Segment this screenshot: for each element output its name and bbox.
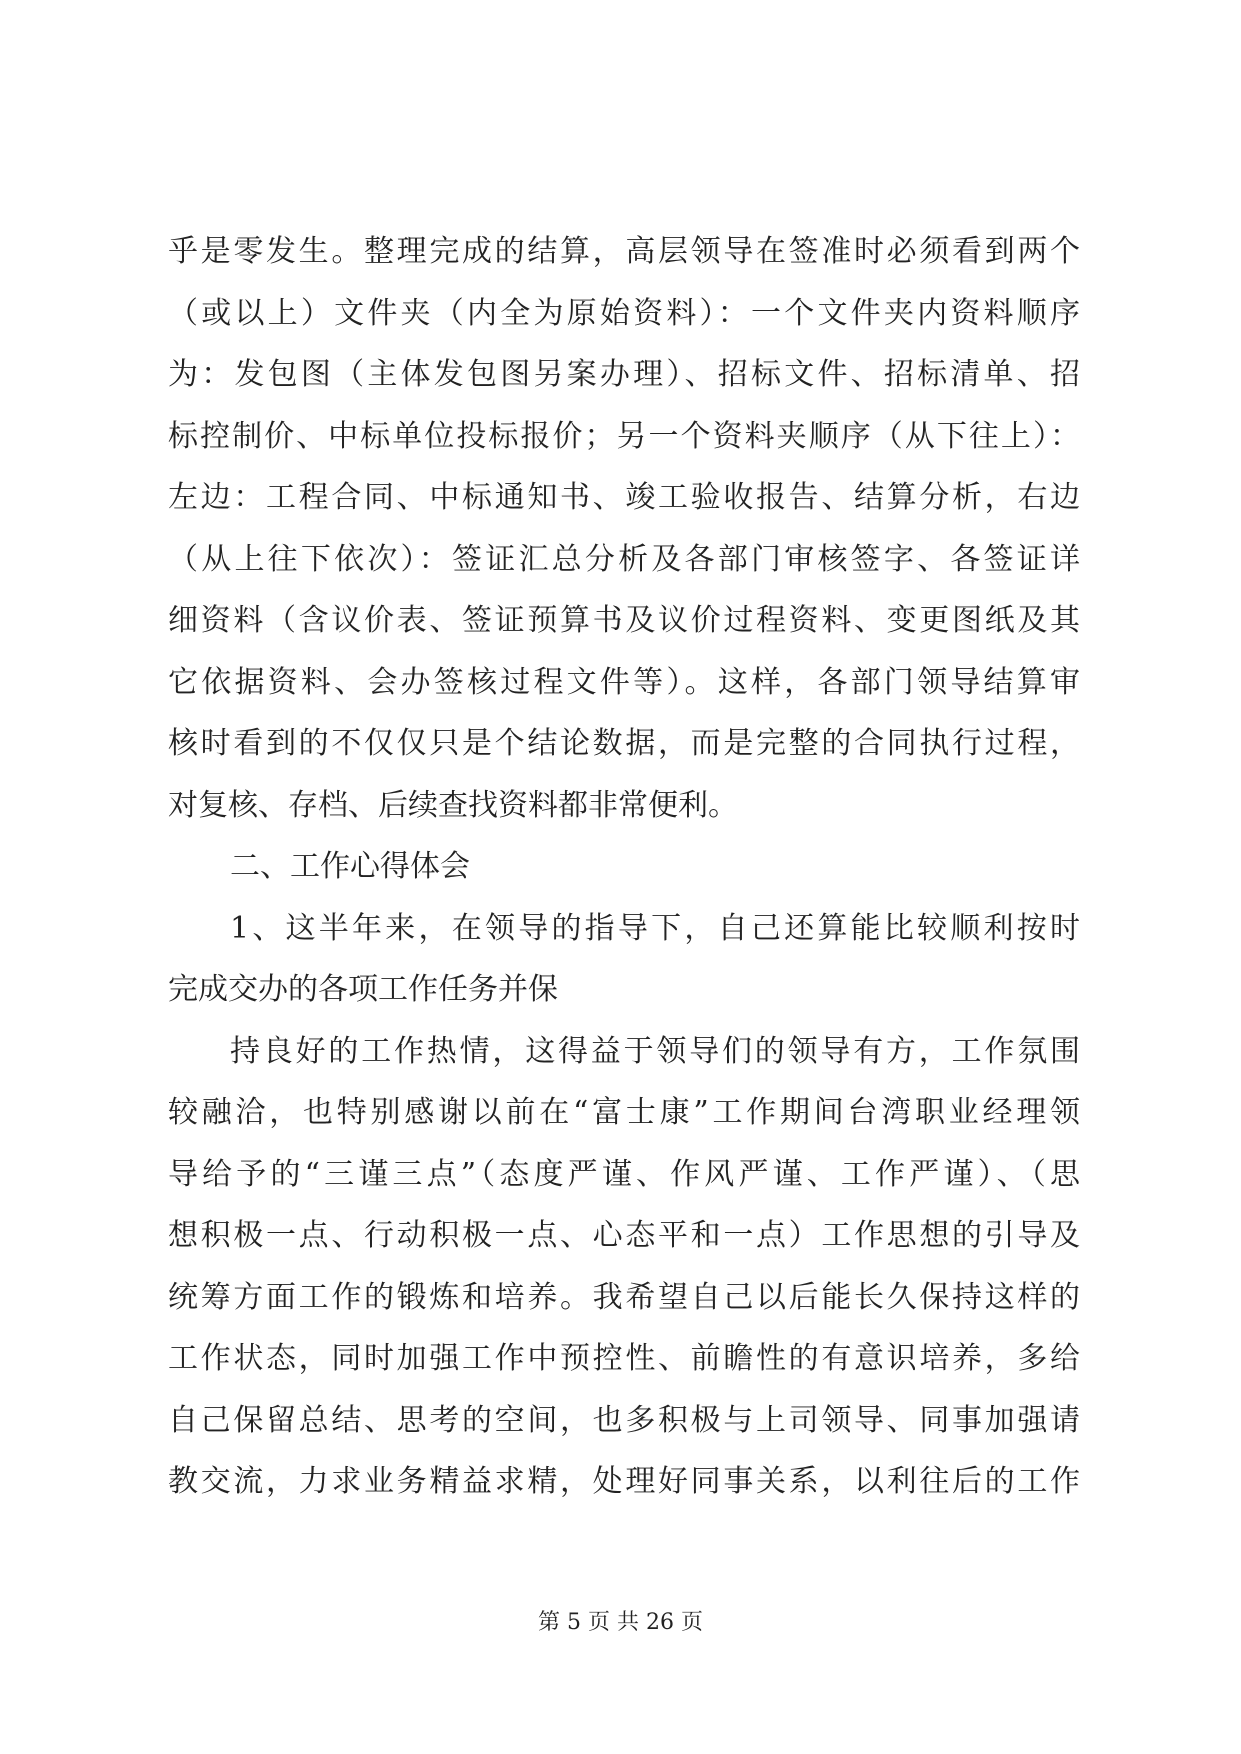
text-line: （或以上）文件夹（内全为原始资料）：一个文件夹内资料顺序: [168, 295, 1080, 331]
text-line: 左边：工程合同、中标通知书、竣工验收报告、结算分析，右边: [168, 480, 1080, 515]
text-line: 核时看到的不仅仅只是个结论数据，而是完整的合同执行过程，: [168, 726, 1080, 761]
text-line: 1、这半年来，在领导的指导下，自己还算能比较顺利按时: [230, 910, 1080, 946]
page-number-footer: 第 5 页 共 26 页: [538, 1610, 703, 1635]
text-line: 持良好的工作热情，这得益于领导们的领导有方，工作氛围: [230, 1033, 1080, 1069]
section-heading-text: 二、工作心得体会: [230, 849, 470, 884]
text-line: 导给予的“三谨三点”（态度严谨、作风严谨、工作严谨）、（思: [168, 1156, 1080, 1192]
text-line: 标控制价、中标单位投标报价；另一个资料夹顺序（从下往上）：: [168, 418, 1080, 454]
paragraph: [168, 909, 1080, 1032]
document-body: [168, 232, 1080, 1524]
text-line: 较融洽，也特别感谢以前在“富士康”工作期间台湾职业经理领: [168, 1095, 1080, 1130]
paragraph: [168, 1032, 1080, 1524]
text-line: 它依据资料、会办签核过程文件等）。这样，各部门领导结算审: [168, 664, 1080, 700]
text-line: （从上往下依次）：签证汇总分析及各部门审核签字、各签证详: [168, 541, 1080, 577]
text-line: 细资料（含议价表、签证预算书及议价过程资料、变更图纸及其: [168, 603, 1080, 638]
text-line: 乎是零发生。整理完成的结算，高层领导在签准时必须看到两个: [168, 234, 1080, 269]
text-line: 统筹方面工作的锻炼和培养。我希望自己以后能长久保持这样的: [168, 1279, 1080, 1315]
text-line: 教交流，力求业务精益求精，处理好同事关系，以利往后的工作: [168, 1464, 1080, 1499]
text-line: 自己保留总结、思考的空间，也多积极与上司领导、同事加强请: [168, 1402, 1080, 1438]
text-line: 工作状态，同时加强工作中预控性、前瞻性的有意识培养，多给: [168, 1341, 1080, 1376]
text-line: 完成交办的各项工作任务并保: [168, 972, 558, 1007]
section-heading: [168, 847, 1080, 909]
text-line: 为：发包图（主体发包图另案办理）、招标文件、招标清单、招: [168, 357, 1080, 392]
text-line: 想积极一点、行动积极一点、心态平和一点）工作思想的引导及: [168, 1218, 1080, 1253]
paragraph: [168, 232, 1080, 847]
text-line: 对复核、存档、后续查找资料都非常便利。: [168, 787, 738, 823]
